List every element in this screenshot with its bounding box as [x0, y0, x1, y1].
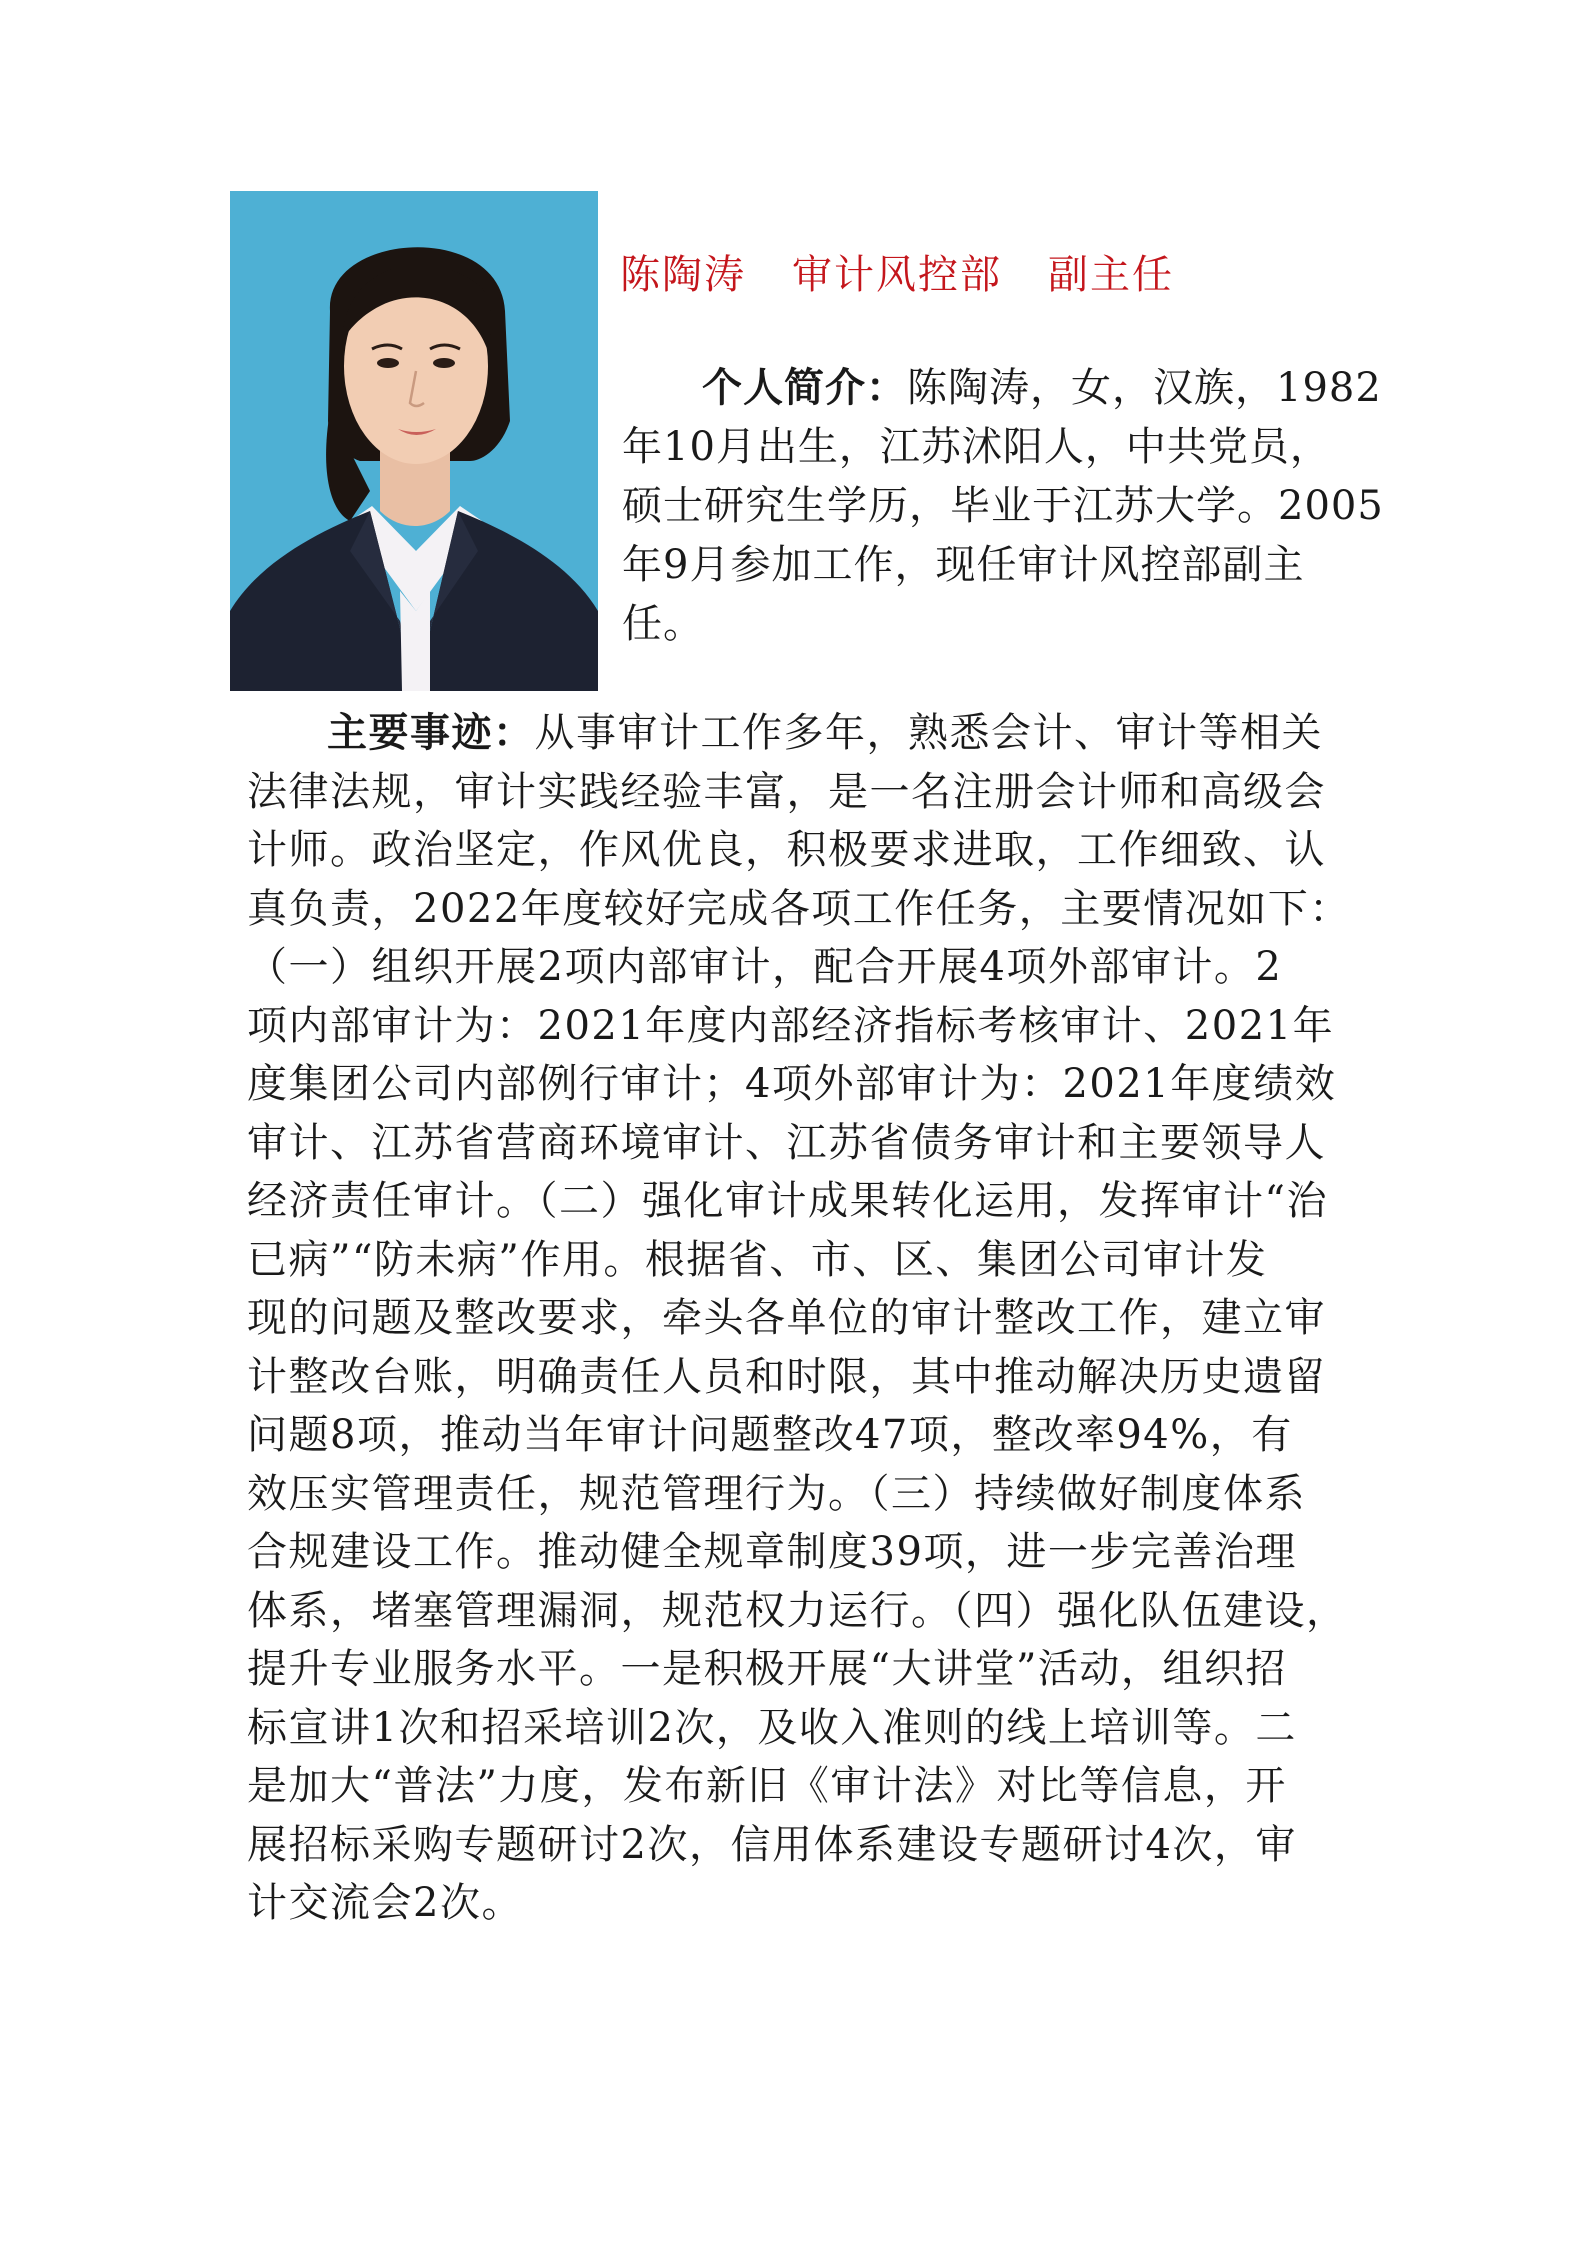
achievements-line: 合规建设工作。推动健全规章制度39项，进一步完善治理: [247, 1529, 1297, 1575]
achievements-line: （一）组织开展2项内部审计，配合开展4项外部审计。2: [247, 944, 1283, 990]
intro-line: [622, 358, 1382, 418]
person-title: [620, 245, 1174, 305]
intro-line: 年10月出生，江苏沭阳人，中共党员，: [622, 424, 1331, 470]
achievements-paragraph: [247, 704, 1352, 1933]
achievements-line: 项内部审计为：2021年度内部经济指标考核审计、2021年: [247, 1002, 1335, 1049]
achievements-line: 计交流会2次。: [247, 1880, 523, 1926]
achievements-line: 体系，堵塞管理漏洞，规范权力运行。（四）强化队伍建设，: [247, 1587, 1348, 1634]
intro-paragraph: [622, 358, 1384, 654]
intro-line: 年9月参加工作，现任审计风控部副主: [622, 542, 1305, 588]
achievements-line: 效压实管理责任，规范管理行为。（三）持续做好制度体系: [247, 1470, 1306, 1517]
person-department: 审计风控部: [792, 252, 1002, 298]
achievements-line: 法律法规，审计实践经验丰富，是一名注册会计师和高级会: [247, 768, 1326, 815]
intro-line: 任。: [622, 601, 704, 647]
achievements-line: 问题8项，推动当年审计问题整改47项，整改率94%，有: [247, 1412, 1293, 1458]
achievements-line: 展招标采购专题研讨2次，信用体系建设专题研讨4次，审: [247, 1821, 1297, 1868]
intro-label: 个人简介：: [702, 364, 907, 411]
achievements-line: 经济责任审计。（二）强化审计成果转化运用，发挥审计“治: [247, 1178, 1328, 1224]
portrait-photo: [230, 191, 598, 691]
achievements-line: 真负责，2022年度较好完成各项工作任务，主要情况如下：: [247, 885, 1351, 932]
achievements-line: 现的问题及整改要求，牵头各单位的审计整改工作，建立审: [247, 1295, 1326, 1341]
achievements-line: 计整改台账，明确责任人员和时限，其中推动解决历史遗留: [247, 1353, 1326, 1400]
achievements-line: [247, 704, 1352, 763]
achievements-line: 标宣讲1次和招采培训2次，及收入准则的线上培训等。二: [247, 1704, 1297, 1751]
achievements-line: 是加大“普法”力度，发布新旧《审计法》对比等信息，开: [247, 1763, 1287, 1809]
achievements-label: 主要事迹：: [327, 709, 535, 756]
person-name: 陈陶涛: [620, 252, 746, 298]
achievements-line: 度集团公司内部例行审计；4项外部审计为：2021年度绩效: [247, 1061, 1337, 1107]
intro-line: 硕士研究生学历，毕业于江苏大学。2005: [622, 483, 1384, 529]
portrait-illustration: [230, 191, 598, 691]
achievements-line: 提升专业服务水平。一是积极开展“大讲堂”活动，组织招: [247, 1646, 1287, 1692]
intro-text: 陈陶涛，女，汉族，1982: [907, 365, 1382, 411]
achievements-line: 计师。政治坚定，作风优良，积极要求进取，工作细致、认: [247, 827, 1326, 873]
achievements-line: 审计、江苏省营商环境审计、江苏省债务审计和主要领导人: [247, 1119, 1326, 1166]
person-position: 副主任: [1048, 252, 1174, 298]
achievements-line: 已病”“防未病”作用。根据省、市、区、集团公司审计发: [247, 1236, 1268, 1283]
achievements-text: 从事审计工作多年，熟悉会计、审计等相关: [534, 710, 1323, 756]
